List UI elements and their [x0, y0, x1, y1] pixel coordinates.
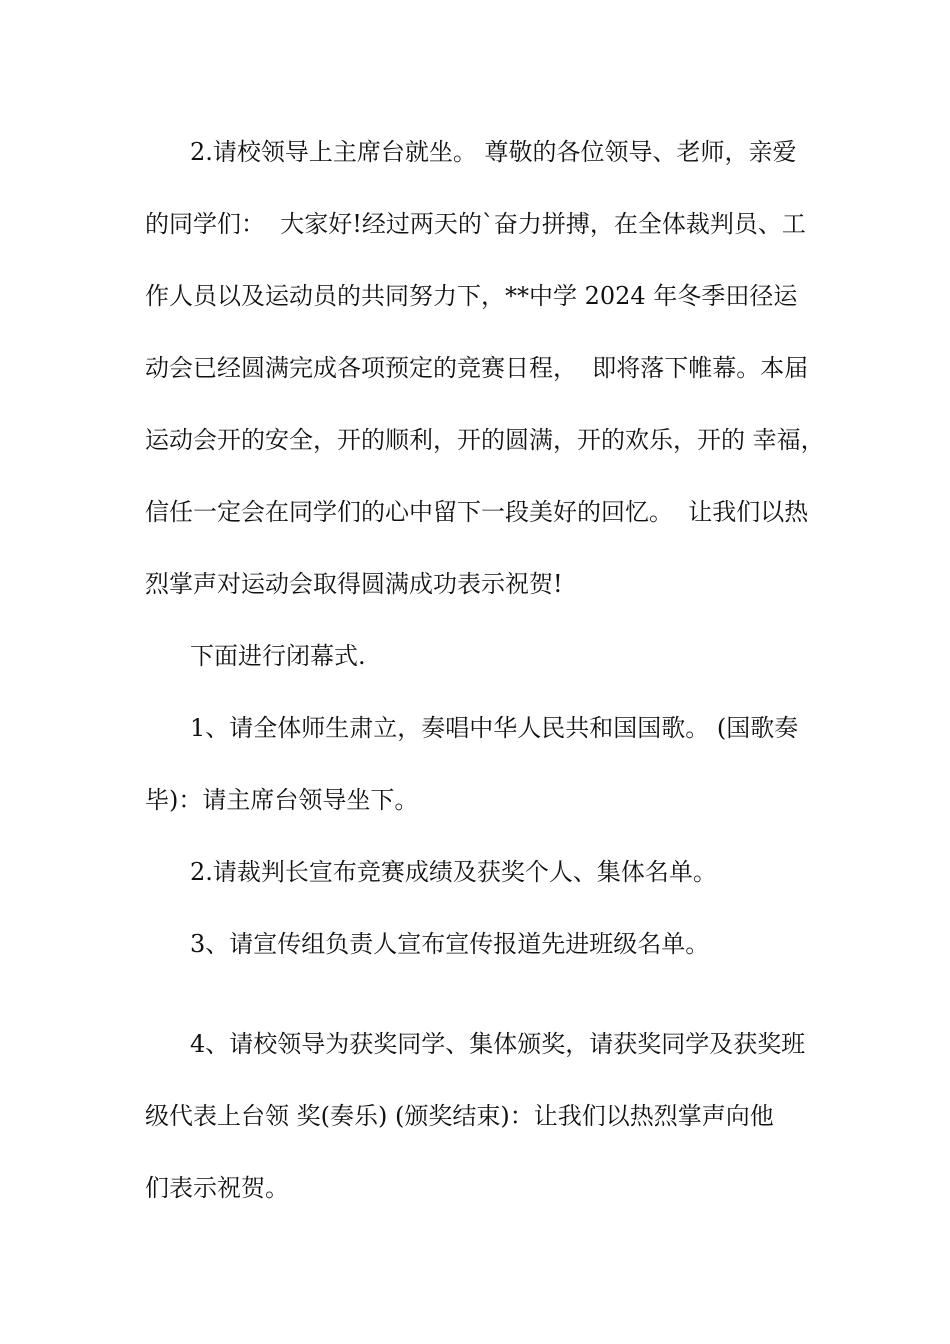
- paragraph-line: 作人员以及运动员的共同努力下，**中学 2024 年冬季田径运: [145, 282, 798, 310]
- paragraph-line: 2.请裁判长宣布竞赛成绩及获奖个人、集体名单。: [190, 858, 717, 886]
- paragraph-line: 毕)：请主席台领导坐下。: [145, 786, 419, 814]
- paragraph-line: 的同学们： 大家好!经过两天的`奋力拼搏，在全体裁判员、工: [145, 210, 806, 238]
- paragraph-line: 们表示祝贺。: [145, 1174, 289, 1202]
- paragraph-line: 3、请宣传组负责人宣布宣传报道先进班级名单。: [190, 930, 710, 958]
- paragraph-line: 动会已经圆满完成各项预定的竞赛日程， 即将落下帷幕。本届: [145, 354, 809, 382]
- paragraph-line: 1、请全体师生肃立，奏唱中华人民共和国国歌。 (国歌奏: [190, 714, 799, 742]
- paragraph-line: 信任一定会在同学们的心中留下一段美好的回忆。 让我们以热: [145, 498, 809, 526]
- paragraph-line: 2.请校领导上主席台就坐。 尊敬的各位领导、老师，亲爱: [190, 138, 797, 166]
- paragraph-line: 级代表上台领 奖(奏乐) (颁奖结束)：让我们以热烈掌声向他: [145, 1102, 774, 1130]
- paragraph-line: 烈掌声对运动会取得圆满成功表示祝贺!: [145, 570, 563, 598]
- paragraph-line: 下面进行闭幕式.: [190, 642, 366, 670]
- paragraph-line: 4、请校领导为获奖同学、集体颁奖，请获奖同学及获奖班: [190, 1030, 806, 1058]
- paragraph-line: 运动会开的安全，开的顺利，开的圆满，开的欢乐，开的 幸福，: [145, 426, 825, 454]
